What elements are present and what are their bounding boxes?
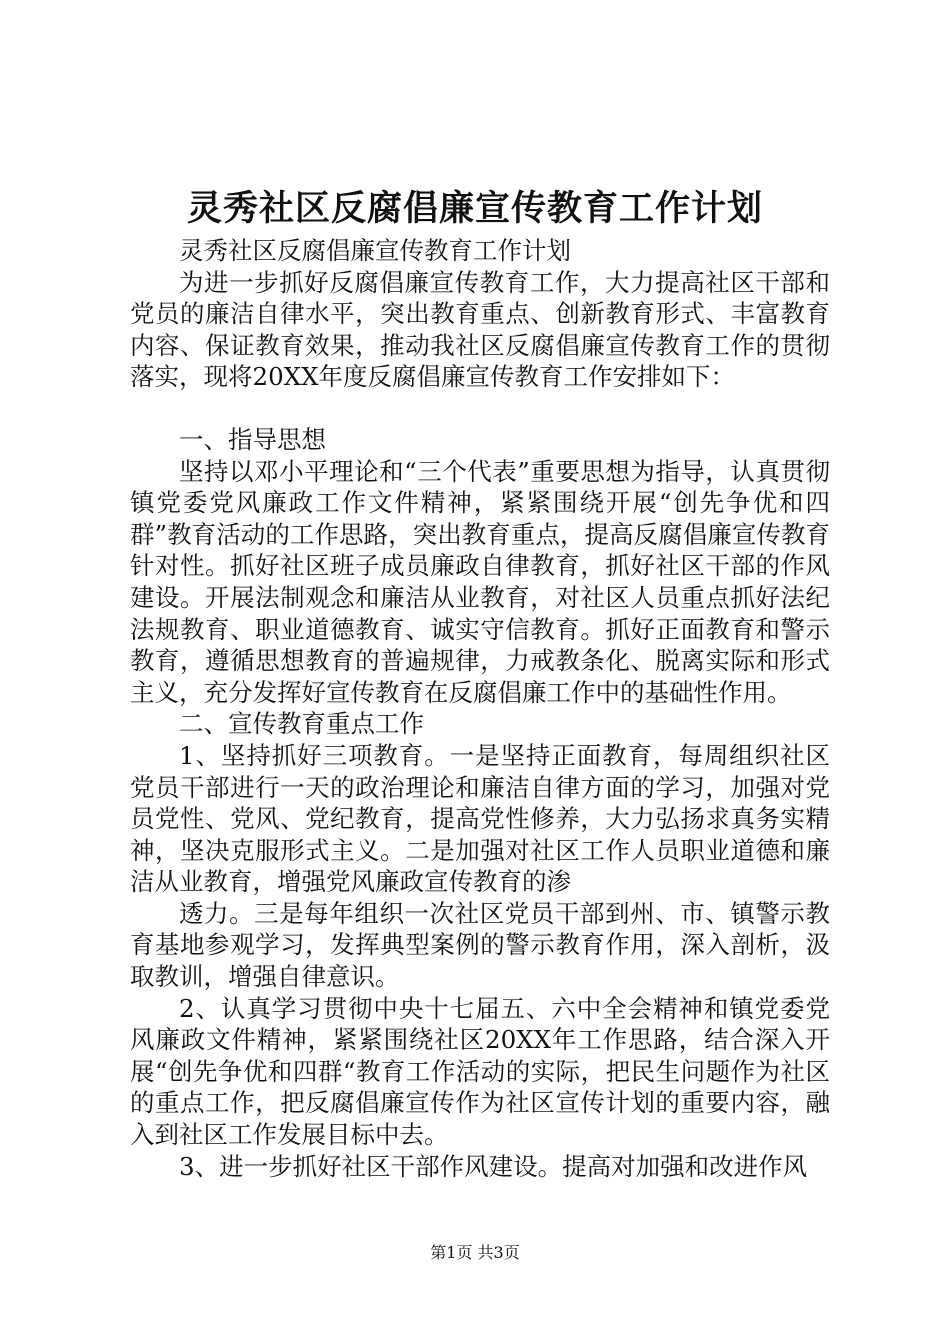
section-heading-key-work: 二、宣传教育重点工作 — [179, 709, 424, 739]
document-body — [130, 235, 830, 1182]
key-work-item-2: 2、认真学习贯彻中央十七届五、六中全会精神和镇党委党风廉政文件精神，紧紧围绕社区20XX年工作思路，结合深入开展“创先争优和四群“教育工作活动的实际，把民生问题作为社区的重点工作，把反腐倡廉宣传作为社区宣传计划的重要内容，融入到社区工作发展目标中去。 — [130, 993, 830, 1150]
intro-paragraph: 为进一步抓好反腐倡廉宣传教育工作，大力提高社区干部和党员的廉洁自律水平，突出教育重点、创新教育形式、丰富教育内容、保证教育效果，推动我社区反腐倡廉宣传教育工作的贯彻落实，现将20XX年度反腐倡廉宣传教育工作安排如下： — [130, 267, 830, 392]
document-title: 灵秀社区反腐倡廉宣传教育工作计划 — [186, 188, 763, 229]
page-indicator: 第1页 共3页 — [430, 1243, 520, 1262]
subtitle-paragraph: 灵秀社区反腐倡廉宣传教育工作计划 — [179, 236, 571, 265]
guiding-ideology-paragraph: 坚持以邓小平理论和“三个代表”重要思想为指导，认真贯彻镇党委党风廉政工作文件精神，紧紧围绕开展“创先争优和四群”教育活动的工作思路，突出教育重点，提高反腐倡廉宣传教育针对性。抓好社区班子成员廉政自律教育，抓好社区干部的作风建设。开展法制观念和廉洁从业教育，对社区人员重点抓好法纪法规教育、职业道德教育、诚实守信教育。抓好正面教育和警示教育，遵循思想教育的普遍规律，力戒教条化、脱离实际和形式主义，充分发挥好宣传教育在反腐倡廉工作中的基础性作用。 — [130, 456, 830, 707]
section-heading-guiding-ideology: 一、指导思想 — [179, 424, 326, 454]
key-work-item-3: 3、进一步抓好社区干部作风建设。提高对加强和改进作风 — [179, 1151, 808, 1181]
key-work-item-1: 1、坚持抓好三项教育。一是坚持正面教育，每周组织社区党员干部进行一天的政治理论和廉洁自律方面的学习，加强对党员党性、党风、党纪教育，提高党性修养，大力弘扬求真务实精神，坚决克服形式主义。二是加强对社区工作人员职业道德和廉洁从业教育，增强党风廉政宣传教育的渗 — [130, 740, 830, 897]
key-work-item-1-continued: 透力。三是每年组织一次社区党员干部到州、市、镇警示教育基地参观学习，发挥典型案例的警示教育作用，深入剖析，汲取教训，增强自律意识。 — [130, 898, 830, 992]
